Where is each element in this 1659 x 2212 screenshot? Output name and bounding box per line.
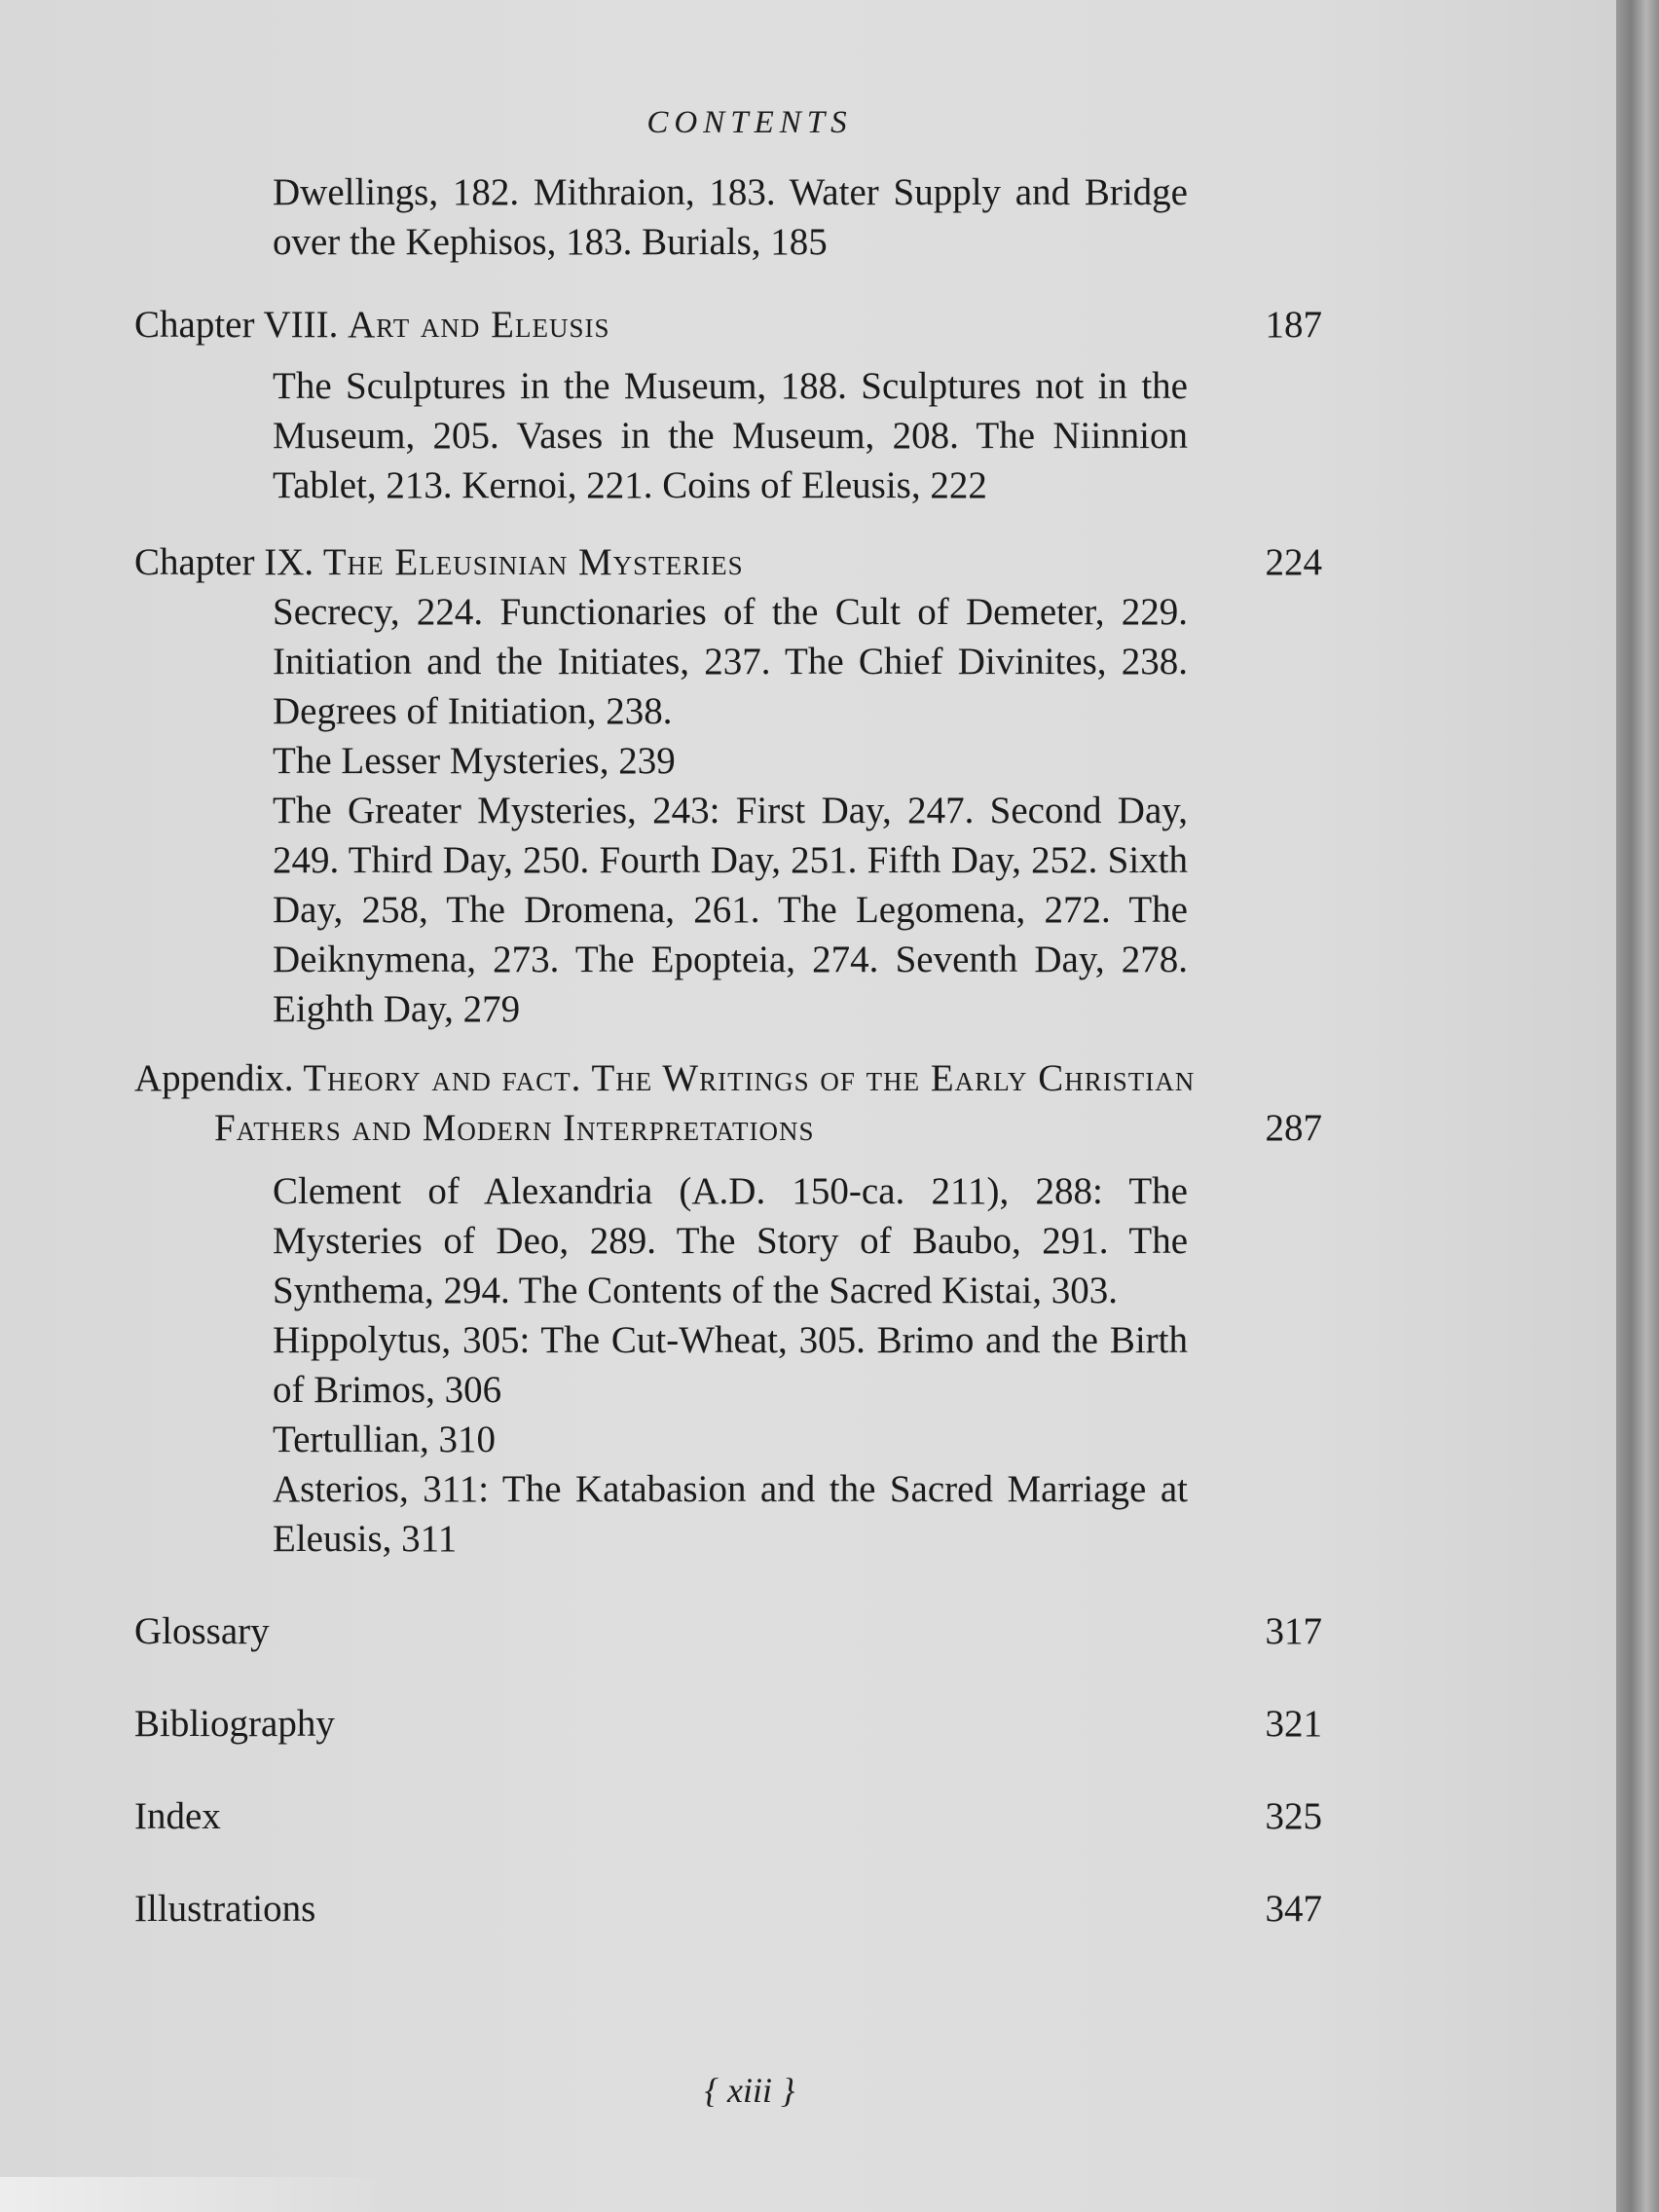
toc-entry-bibliography <box>134 1699 1322 1749</box>
entry-title: Index <box>134 1795 221 1837</box>
subsection-text: Hippolytus, 305: The Cut-Wheat, 305. Brimo and the Birth of Brimos, 306 <box>273 1319 1188 1411</box>
running-head: CONTENTS <box>646 105 853 140</box>
chapter-label: Chapter VIII. <box>134 304 349 346</box>
chapter-title: The Eleusinian Mysteries <box>322 541 744 583</box>
page-folio: { xiii } <box>704 2071 795 2110</box>
chapter-label: Chapter IX. <box>134 541 323 583</box>
entry-title <box>134 300 1147 350</box>
subsection-text: The Greater Mysteries, 243: First Day, 247. Second Day, 249. Third Day, 250. Fourth Day, 251. Fifth Day, 252. Sixth Day, 258, The Dromena, 261. The Legomena, 272. The Deiknymena, 273. The Epopteia, 274. Seventh Day, 278. Eighth Day, 279 <box>273 790 1188 1030</box>
page-number: 347 <box>1265 1888 1322 1930</box>
chapter-title: Art and Eleusis <box>348 304 610 346</box>
toc-entry-chapter-9 <box>134 537 1322 1034</box>
page-edge <box>1616 0 1659 2212</box>
page-number: 224 <box>1265 541 1322 583</box>
subsection-text: Secrecy, 224. Functionaries of the Cult of Demeter, 229. Initiation and the Initiates, 237. The Chief Divinites, 238. Degrees of Initiation, 238. <box>273 591 1188 732</box>
entry-title: Glossary <box>134 1610 270 1652</box>
subsection-text: Asterios, 311: The Katabasion and the Sacred Marriage at Eleusis, 311 <box>273 1468 1188 1560</box>
subsection-text: The Sculptures in the Museum, 188. Sculptures not in the Museum, 205. Vases in the Museum, 208. The Niinnion Tablet, 213. Kernoi, 221. Coins of Eleusis, 222 <box>273 365 1188 506</box>
toc-entry-glossary <box>134 1606 1322 1656</box>
appendix-label: Appendix. <box>134 1057 304 1099</box>
entry-title <box>134 1053 1322 1153</box>
entry-heading <box>134 300 1322 350</box>
subsection-text: The Lesser Mysteries, 239 <box>273 740 676 782</box>
entry-title <box>134 537 1147 587</box>
toc-entry-illustrations <box>134 1884 1322 1934</box>
toc-entry-index <box>134 1791 1322 1841</box>
page-number: 321 <box>1265 1703 1322 1745</box>
continuation-text: Dwellings, 182. Mithraion, 183. Water Supply and Bridge over the Kephisos, 183. Burials, 185 <box>273 171 1188 263</box>
subsection-text: Clement of Alexandria (A.D. 150-ca. 211), 288: The Mysteries of Deo, 289. The Story of Baubo, 291. The Synthema, 294. The Contents of the Sacred Kistai, 303. <box>273 1170 1188 1311</box>
entry-title: Bibliography <box>134 1703 335 1745</box>
entry-title: Illustrations <box>134 1888 316 1930</box>
entry-heading <box>134 537 1322 587</box>
subsection-text: Tertullian, 310 <box>273 1419 497 1460</box>
appendix-title: Theory and fact. The Writings of the Early Christian Fathers and Modern Interpretations <box>214 1057 1196 1149</box>
toc-entry-appendix <box>134 1053 1322 1564</box>
page-number: 325 <box>1265 1795 1322 1837</box>
page-number: 317 <box>1265 1610 1322 1652</box>
page-number: 187 <box>1265 304 1322 346</box>
entry-heading <box>134 1053 1322 1153</box>
watermark-band <box>0 2177 409 2212</box>
table-of-contents <box>134 156 1322 1934</box>
toc-entry-chapter-8 <box>134 300 1322 510</box>
page-number: 287 <box>1265 1107 1322 1149</box>
